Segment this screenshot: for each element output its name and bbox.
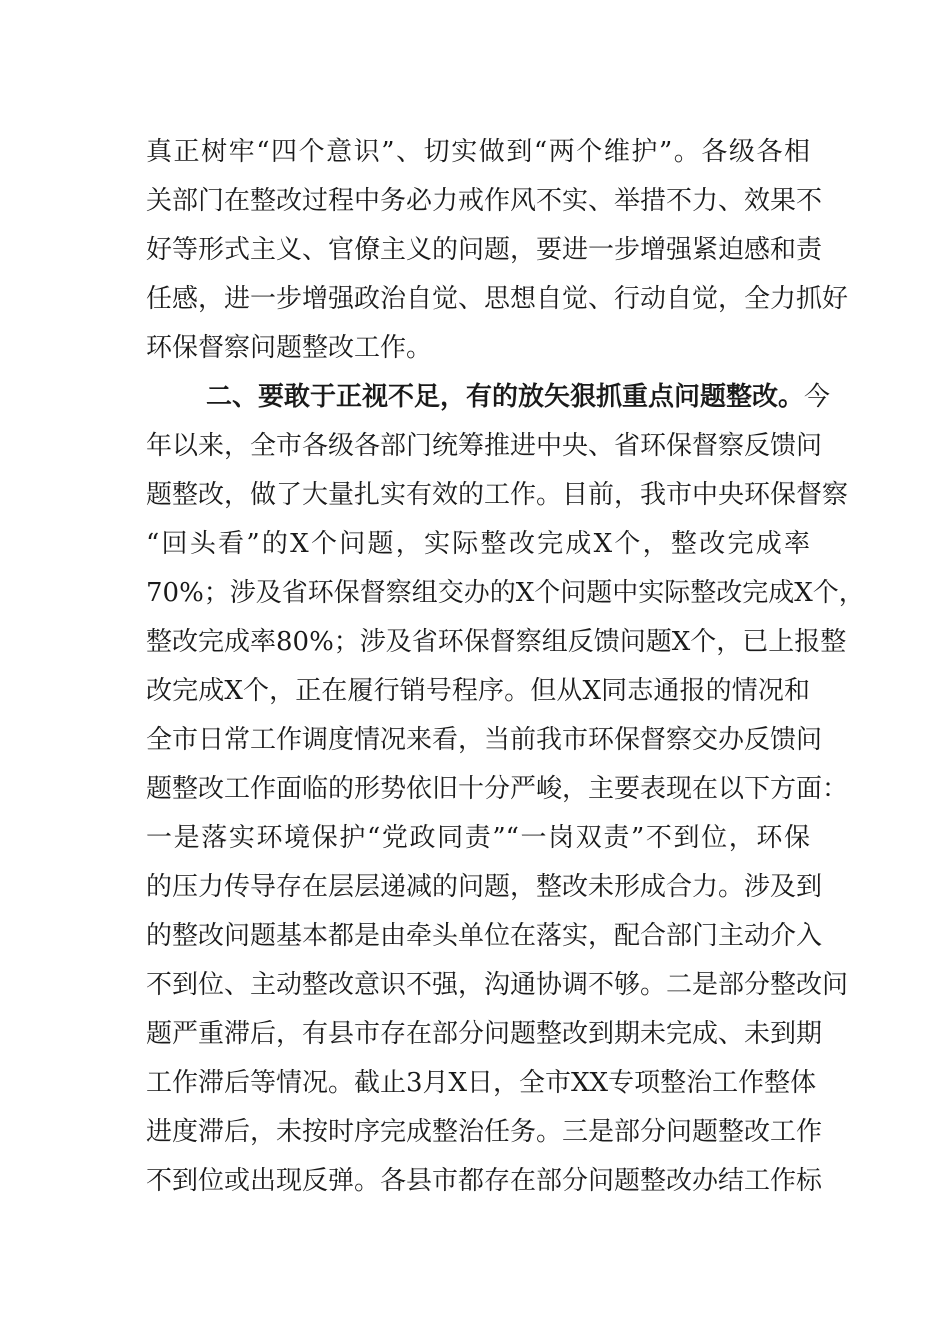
- paragraph-line: 题严重滞后，有县市存在部分问题整改到期未完成、未到期: [146, 1019, 823, 1049]
- paragraph-line: 工作滞后等情况。截止3月X日，全市XX专项整治工作整体: [146, 1068, 817, 1098]
- paragraph-line: 关部门在整改过程中务必力戒作风不实、举措不力、效果不: [146, 186, 823, 216]
- paragraph-line: 不到位或出现反弹。各县市都存在部分问题整改办结工作标: [146, 1166, 823, 1196]
- paragraph-line: 题整改，做了大量扎实有效的工作。目前，我市中央环保督察: [146, 480, 849, 510]
- paragraph-line: 一是落实环境保护“党政同责”“一岗双责”不到位，环保: [146, 823, 810, 853]
- paragraph-line: 真正树牢“四个意识”、切实做到“两个维护”。各级各相: [146, 137, 810, 167]
- paragraph-line: 全市日常工作调度情况来看，当前我市环保督察交办反馈问: [146, 725, 823, 755]
- paragraph-line: 任感，进一步增强政治自觉、思想自觉、行动自觉，全力抓好: [146, 284, 849, 314]
- paragraph-line: 的压力传导存在层层递减的问题，整改未形成合力。涉及到: [146, 872, 823, 902]
- paragraph-line: 不到位、主动整改意识不强，沟通协调不够。二是部分整改问: [146, 970, 849, 1000]
- paragraph-line: 题整改工作面临的形势依旧十分严峻，主要表现在以下方面：: [146, 774, 849, 804]
- paragraph-line: 70%；涉及省环保督察组交办的X个问题中实际整改完成X个，: [146, 578, 865, 608]
- paragraph-line: 好等形式主义、官僚主义的问题，要进一步增强紧迫感和责: [146, 235, 823, 265]
- section-heading: 二、要敢于正视不足，有的放矢狠抓重点问题整改。: [206, 382, 805, 412]
- paragraph-line: 改完成X个，正在履行销号程序。但从X同志通报的情况和: [146, 676, 810, 706]
- paragraph-line: 进度滞后，未按时序完成整治任务。三是部分问题整改工作: [146, 1117, 823, 1147]
- paragraph-text: 今: [804, 382, 831, 412]
- paragraph-line: 整改完成率80%；涉及省环保督察组反馈问题X个，已上报整: [146, 627, 847, 657]
- paragraph-line: 的整改问题基本都是由牵头单位在落实，配合部门主动介入: [146, 921, 823, 951]
- paragraph-line: 环保督察问题整改工作。: [146, 333, 433, 363]
- paragraph-line: 年以来，全市各级各部门统筹推进中央、省环保督察反馈问: [146, 431, 823, 461]
- section-heading-line: [206, 373, 831, 421]
- paragraph-line: “回头看”的X个问题，实际整改完成X个，整改完成率: [146, 529, 810, 559]
